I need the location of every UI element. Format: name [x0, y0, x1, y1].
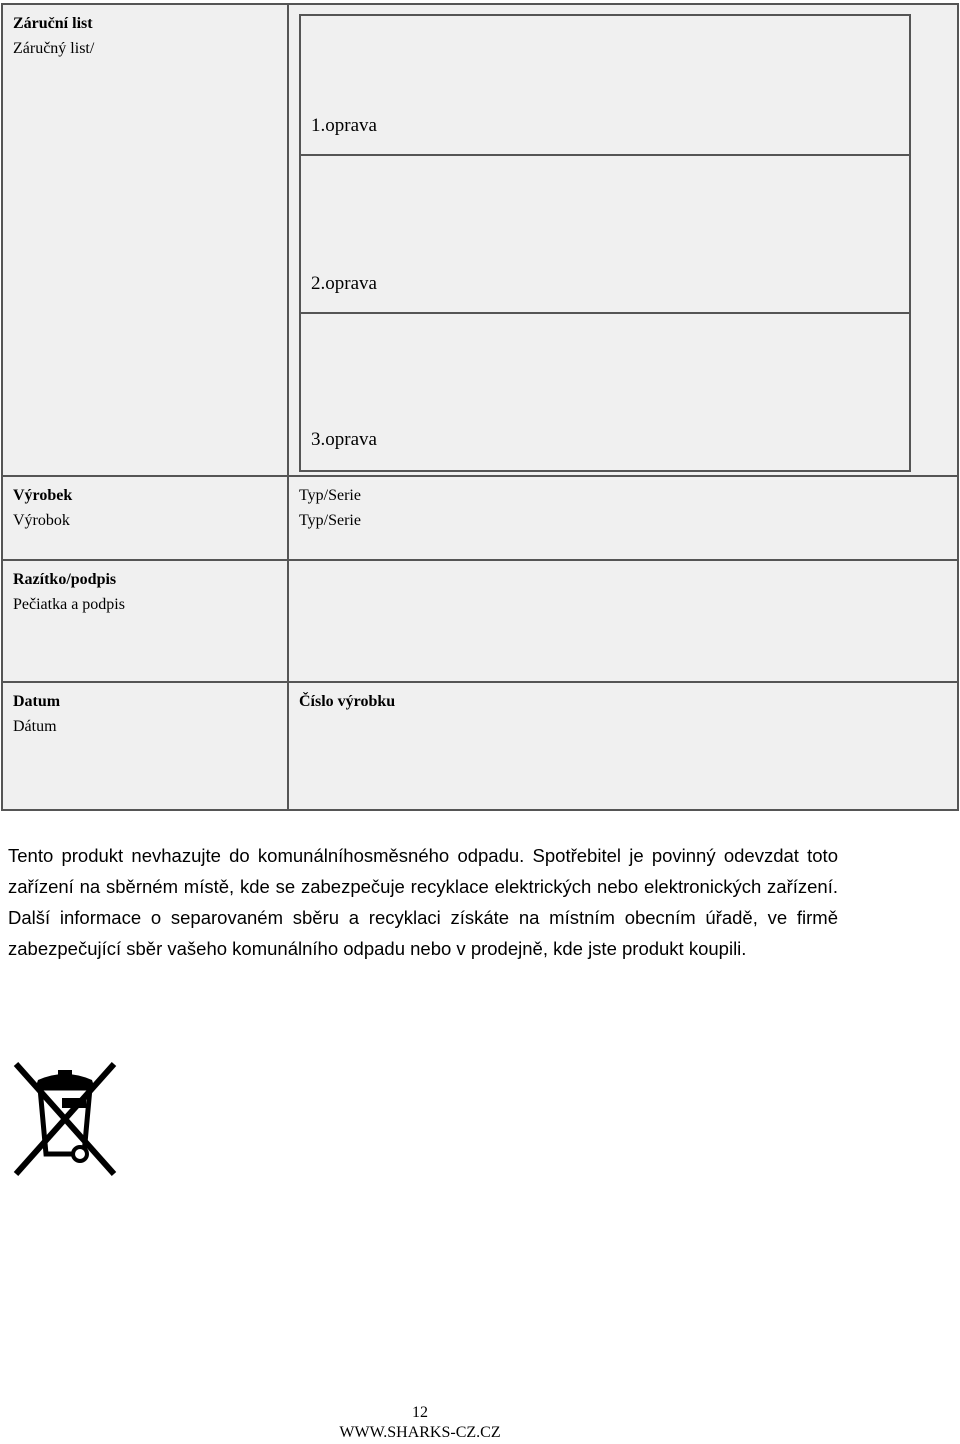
repairs-cell	[288, 4, 958, 476]
date-label-cell	[2, 682, 288, 810]
repair-box-3[interactable]	[299, 312, 911, 472]
date-label-sk: Dátum	[13, 718, 57, 735]
serial-number-label: Číslo výrobku	[299, 693, 396, 710]
serial-number-cell[interactable]	[288, 682, 958, 810]
repair-box-1[interactable]	[299, 14, 911, 158]
stamp-label-cell	[2, 560, 288, 682]
warranty-title-sk: Záručný list/	[13, 40, 95, 57]
warranty-title-cell	[2, 4, 288, 476]
product-label-sk: Výrobok	[13, 512, 70, 529]
warranty-form-table	[1, 3, 959, 811]
product-label-cz: Výrobek	[13, 487, 73, 504]
website-link[interactable]: WWW.SHARKS-CZ.CZ	[339, 1424, 501, 1441]
warranty-title-cz: Záruční list	[13, 15, 93, 32]
stamp-field[interactable]	[288, 560, 958, 682]
page-number: 12	[412, 1404, 428, 1421]
repair-label-3: 3.oprava	[311, 429, 377, 450]
disposal-notice: Tento produkt nevhazujte do komunálníhosměsného odpadu. Spotřebitel je povinný odevzdat toto zařízení na sběrném místě, kde se zabezpečuje recyklace elektrických nebo elektronických zařízení. Další informace o separovaném sběru a recyklaci získáte na místním obecním úřadě, ve firmě zabezpečující sběr vašeho komunálního odpadu nebo v prodejně, kde jste produkt koupili.	[8, 845, 838, 959]
repair-label-2: 2.oprava	[311, 273, 377, 294]
stamp-label-cz: Razítko/podpis	[13, 571, 117, 588]
crossed-out-wheelie-bin-icon	[10, 1058, 120, 1178]
repair-label-1: 1.oprava	[311, 115, 377, 136]
product-type-cz: Typ/Serie	[299, 487, 361, 504]
stamp-label-sk: Pečiatka a podpis	[13, 596, 125, 613]
date-label-cz: Datum	[13, 693, 61, 710]
product-label-cell	[2, 476, 288, 560]
product-type-cell[interactable]	[288, 476, 958, 560]
repairs-list	[299, 14, 910, 476]
product-type-sk: Typ/Serie	[299, 512, 361, 529]
repair-box-2[interactable]	[299, 154, 911, 316]
